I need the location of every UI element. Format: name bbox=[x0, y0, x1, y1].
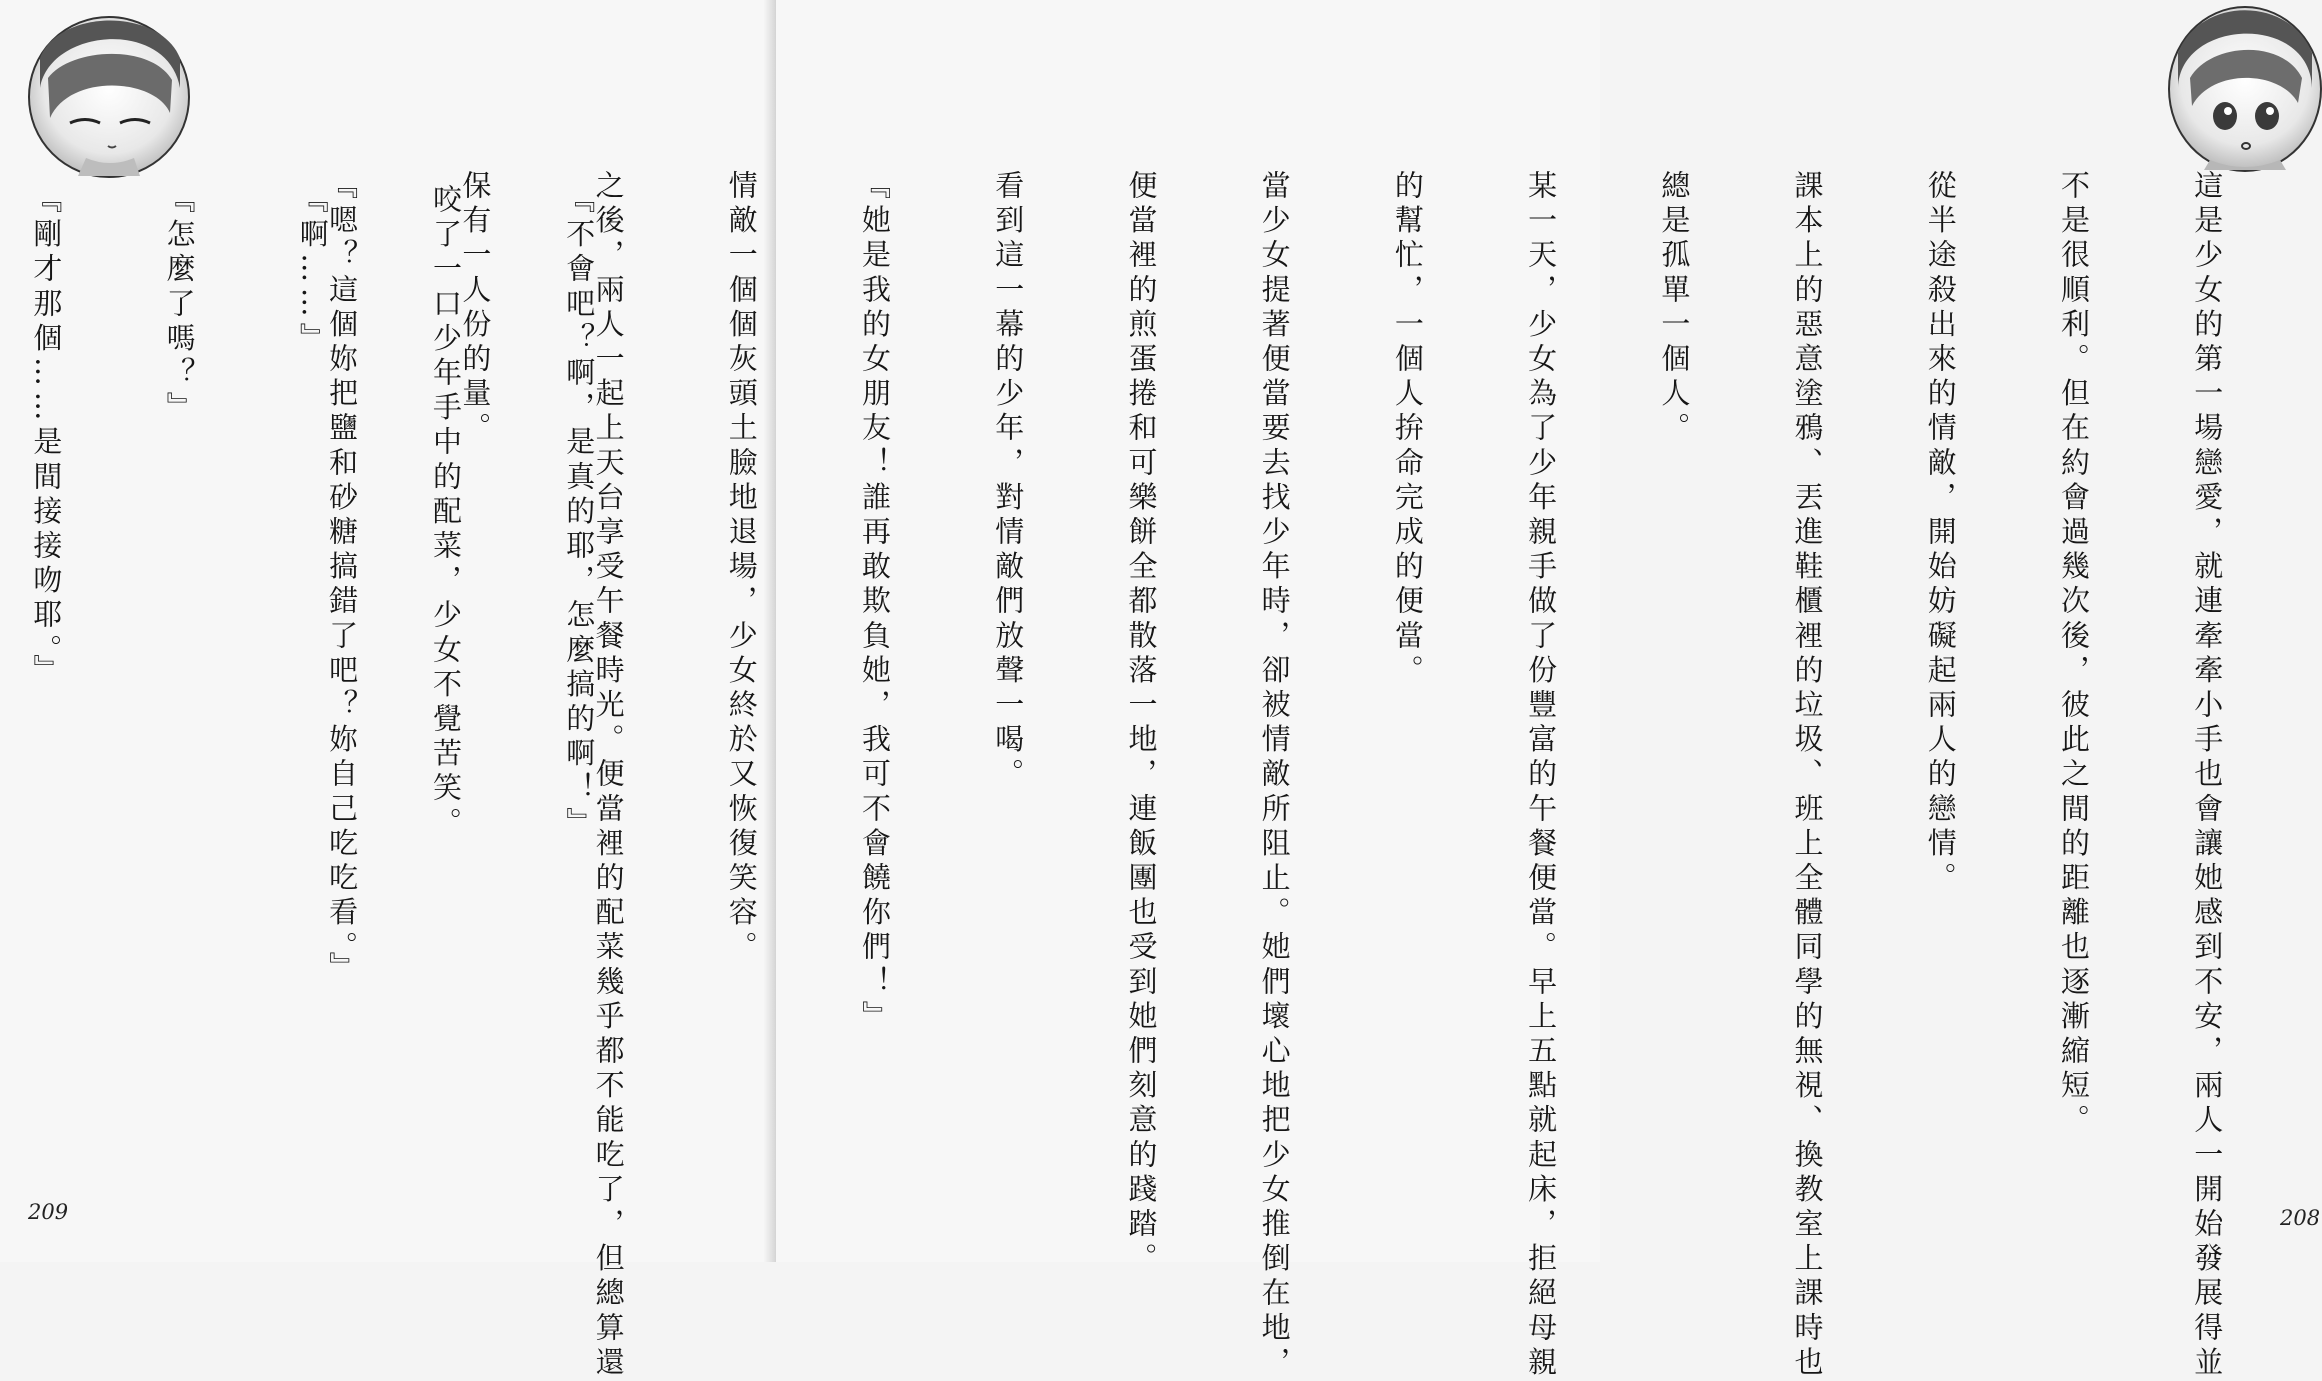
text-column: 這是少女的第一場戀愛，就連牽牽小手也會讓她感到不安，兩人一開始發展得並 bbox=[2190, 170, 2225, 1381]
text-column: 『不會吧？啊，是真的耶，怎麼搞的啊！』 bbox=[562, 184, 597, 842]
text-column: 課本上的惡意塗鴉、丟進鞋櫃裡的垃圾、班上全體同學的無視、換教室上課時也 bbox=[1790, 170, 1825, 1381]
text-column: 咬了一口少年手中的配菜，少女不覺苦笑。 bbox=[428, 184, 463, 842]
page-number: 208 bbox=[2280, 1206, 2321, 1230]
text-column: 『啊……』 bbox=[295, 184, 330, 357]
text-column: 保有一人份的量。 bbox=[458, 170, 493, 447]
text-column: 『嗯？這個妳把鹽和砂糖搞錯了吧？妳自己吃吃看。』 bbox=[325, 170, 360, 986]
text-column: 從半途殺出來的情敵，開始妨礙起兩人的戀情。 bbox=[1923, 170, 1958, 897]
text-column: 某一天，少女為了少年親手做了份豐富的午餐便當。早上五點就起床，拒絕母親 bbox=[1524, 170, 1559, 1381]
page-number: 209 bbox=[28, 1200, 69, 1224]
text-column: 之後，兩人一起上天台享受午餐時光。便當裡的配菜幾乎都不能吃了，但總算還 bbox=[591, 170, 626, 1381]
text-column: 總是孤單一個人。 bbox=[1657, 170, 1692, 447]
text-column: 的幫忙，一個人拚命完成的便當。 bbox=[1390, 170, 1425, 689]
text-column: 『怎麼了嗎？』 bbox=[162, 184, 197, 427]
text-column: 看到這一幕的少年，對情敵們放聲一喝。 bbox=[991, 170, 1026, 793]
character-portrait-right bbox=[2168, 6, 2322, 172]
text-column: 不是很順利。但在約會過幾次後，彼此之間的距離也逐漸縮短。 bbox=[2056, 170, 2091, 1139]
character-portrait-left bbox=[28, 16, 190, 178]
character-face-illustration bbox=[30, 18, 188, 176]
text-column: 當少女提著便當要去找少年時，卻被情敵所阻止。她們壞心地把少女推倒在地， bbox=[1257, 170, 1292, 1381]
text-column: 情敵一個個灰頭土臉地退場，少女終於又恢復笑容。 bbox=[724, 170, 759, 966]
text-column: 便當裡的煎蛋捲和可樂餅全都散落一地，連飯團也受到她們刻意的踐踏。 bbox=[1124, 170, 1159, 1278]
text-column: 『她是我的女朋友！誰再敢欺負她，我可不會饒你們！』 bbox=[858, 170, 892, 1035]
character-face-illustration bbox=[2170, 8, 2320, 170]
text-column: 『剛才那個……是間接接吻耶。』 bbox=[29, 184, 64, 689]
